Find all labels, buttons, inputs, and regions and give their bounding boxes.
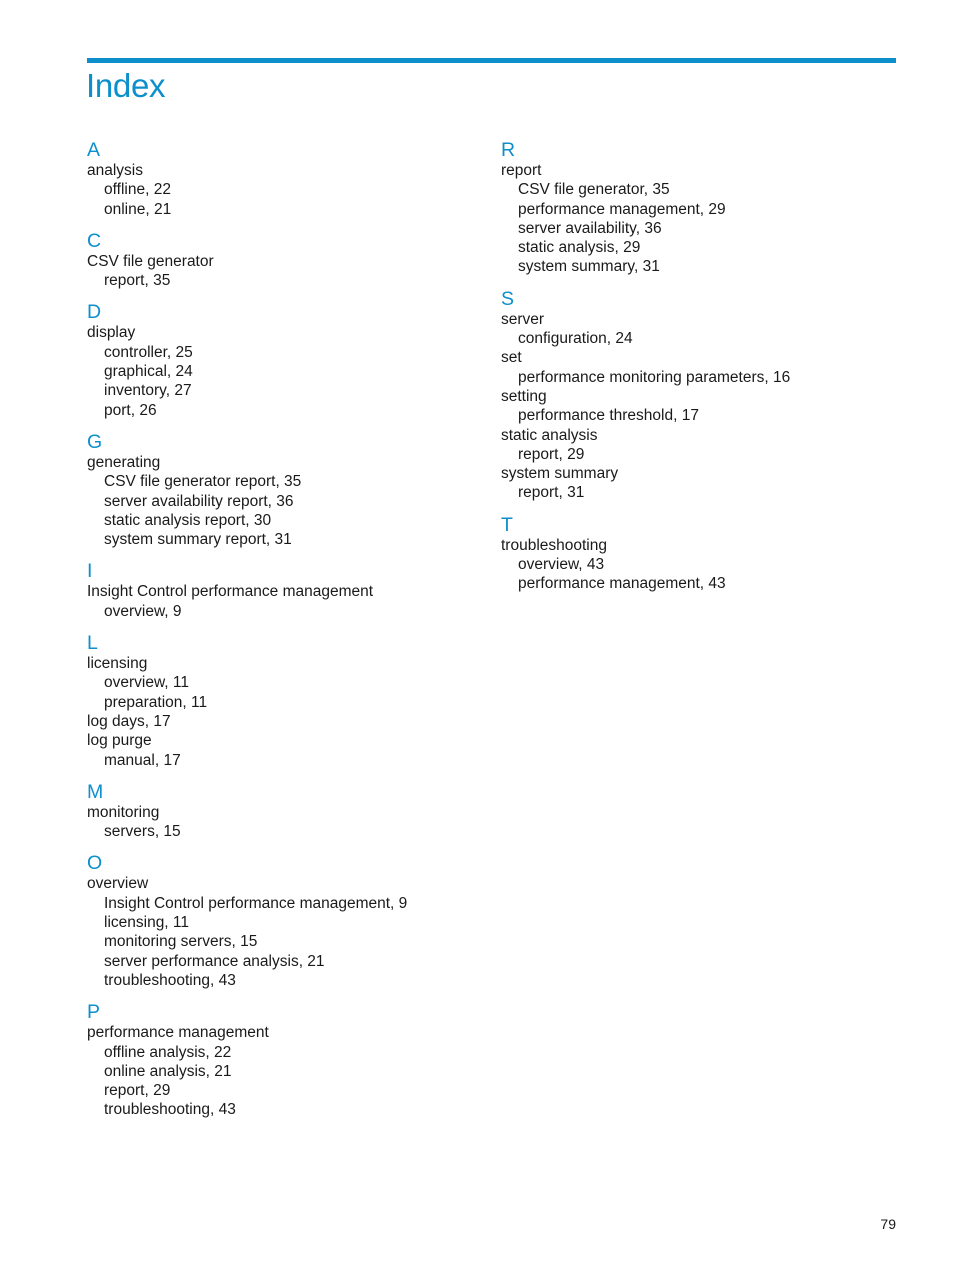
index-subentry: offline, 22 xyxy=(104,181,171,199)
index-subentry: monitoring servers, 15 xyxy=(104,933,258,951)
index-subentry: report, 31 xyxy=(518,484,585,502)
index-letter-heading: C xyxy=(87,229,102,252)
index-entry: static analysis xyxy=(501,426,598,444)
index-subentry: troubleshooting, 43 xyxy=(104,1101,236,1119)
index-letter-heading: D xyxy=(87,301,102,324)
index-subentry: system summary, 31 xyxy=(518,258,660,276)
index-entry: performance management xyxy=(87,1024,269,1042)
index-subentry: performance threshold, 17 xyxy=(518,407,699,425)
index-subentry: online analysis, 21 xyxy=(104,1062,232,1080)
index-entry: log days, 17 xyxy=(87,712,171,730)
index-subentry: graphical, 24 xyxy=(104,363,193,381)
index-subentry: server availability report, 36 xyxy=(104,492,294,510)
top-rule xyxy=(87,58,896,63)
index-subentry: performance monitoring parameters, 16 xyxy=(518,368,791,386)
index-entry: set xyxy=(501,349,522,367)
index-entry: troubleshooting xyxy=(501,536,607,554)
index-subentry: port, 26 xyxy=(104,401,157,419)
index-subentry: overview, 11 xyxy=(104,674,190,692)
index-subentry: inventory, 27 xyxy=(104,382,192,400)
index-entry: system summary xyxy=(501,465,619,483)
index-group-r xyxy=(501,139,896,277)
index-letter-heading: T xyxy=(501,513,513,536)
index-subentry: controller, 25 xyxy=(104,343,193,361)
index-entry: CSV file generator xyxy=(87,252,214,270)
index-column-right xyxy=(501,139,896,605)
index-entry: log purge xyxy=(87,732,152,750)
index-subentry: performance management, 29 xyxy=(518,200,726,218)
index-subentry: performance management, 43 xyxy=(518,575,726,593)
index-subentry: CSV file generator, 35 xyxy=(518,181,670,199)
index-entry: display xyxy=(87,324,136,342)
index-subentry: configuration, 24 xyxy=(518,330,633,348)
index-entry: overview xyxy=(87,875,149,893)
index-group-d xyxy=(87,301,477,419)
index-letter-heading: O xyxy=(87,852,103,875)
index-subentry: licensing, 11 xyxy=(104,914,190,932)
index-letter-heading: M xyxy=(87,780,104,803)
index-subentry: server availability, 36 xyxy=(518,219,662,237)
page-number: 79 xyxy=(880,1216,896,1232)
index-entry: analysis xyxy=(87,162,143,179)
index-group-g xyxy=(87,431,477,549)
index-group-o xyxy=(87,852,477,990)
index-letter-heading: R xyxy=(501,139,516,161)
index-group-i xyxy=(87,560,477,621)
index-letter-heading: L xyxy=(87,632,98,655)
index-subentry: report, 35 xyxy=(104,272,171,290)
index-subentry: system summary report, 31 xyxy=(104,531,292,549)
index-subentry: Insight Control performance management, 9 xyxy=(104,894,408,912)
index-group-t xyxy=(501,514,896,594)
index-group-m xyxy=(87,781,477,842)
index-subentry: server performance analysis, 21 xyxy=(104,952,325,970)
index-subentry: overview, 43 xyxy=(518,556,605,574)
index-letter-heading: S xyxy=(501,287,515,310)
index-entry: generating xyxy=(87,453,161,471)
index-letter-heading: G xyxy=(87,430,103,453)
index-group-a xyxy=(87,139,477,219)
index-subentry: CSV file generator report, 35 xyxy=(104,473,302,491)
index-subentry: preparation, 11 xyxy=(104,693,208,711)
page-title: Index xyxy=(86,67,166,104)
index-entry: Insight Control performance management xyxy=(87,583,374,601)
index-subentry: report, 29 xyxy=(518,445,585,463)
index-subentry: overview, 9 xyxy=(104,602,182,620)
index-entry: setting xyxy=(501,387,547,405)
index-entry: monitoring xyxy=(87,803,160,821)
index-column-left xyxy=(87,139,477,1131)
index-group-l xyxy=(87,632,477,770)
index-group-c xyxy=(87,230,477,291)
index-subentry: static analysis report, 30 xyxy=(104,511,272,529)
index-letter-heading: P xyxy=(87,1001,101,1024)
index-subentry: static analysis, 29 xyxy=(518,239,641,257)
index-group-p xyxy=(87,1001,477,1119)
index-entry: report xyxy=(501,162,542,179)
index-subentry: manual, 17 xyxy=(104,751,181,769)
index-entry: server xyxy=(501,310,545,328)
index-entry: licensing xyxy=(87,655,148,673)
index-subentry: servers, 15 xyxy=(104,823,181,841)
index-letter-heading: A xyxy=(87,139,101,161)
index-group-s xyxy=(501,288,896,503)
index-subentry: troubleshooting, 43 xyxy=(104,971,236,989)
index-subentry: online, 21 xyxy=(104,200,172,218)
index-letter-heading: I xyxy=(87,560,93,583)
index-subentry: offline analysis, 22 xyxy=(104,1043,232,1061)
index-subentry: report, 29 xyxy=(104,1082,171,1100)
